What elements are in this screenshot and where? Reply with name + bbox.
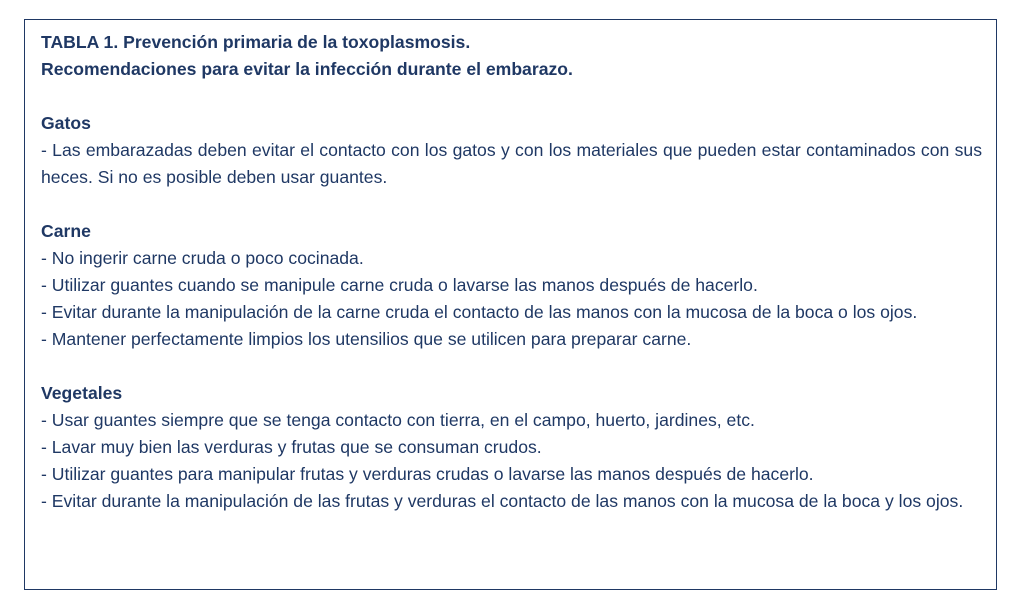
table-subtitle: Recomendaciones para evitar la infección durante el embarazo. (41, 59, 573, 79)
list-item: - Usar guantes siempre que se tenga contacto con tierra, en el campo, huerto, jardines, etc. (41, 410, 755, 430)
section-vegetales (41, 380, 982, 515)
section-carne (41, 218, 982, 353)
list-item: - No ingerir carne cruda o poco cocinada. (41, 248, 364, 268)
section-gatos (41, 110, 982, 191)
list-item: - Las embarazadas deben evitar el contacto con los gatos y con los materiales que pueden estar contaminados con sus heces. Si no es posible deben usar guantes. (41, 140, 982, 187)
toxoplasmosis-table (24, 19, 997, 590)
section-heading-carne: Carne (41, 221, 91, 241)
section-heading-gatos: Gatos (41, 113, 91, 133)
list-item: - Evitar durante la manipulación de la carne cruda el contacto de las manos con la mucosa de la boca o los ojos. (41, 302, 918, 322)
table-title: TABLA 1. Prevención primaria de la toxoplasmosis. (41, 32, 471, 52)
list-item: - Evitar durante la manipulación de las frutas y verduras el contacto de las manos con la mucosa de la boca y los ojos. (41, 491, 964, 511)
section-heading-vegetales: Vegetales (41, 383, 123, 403)
list-item: - Mantener perfectamente limpios los utensilios que se utilicen para preparar carne. (41, 329, 692, 349)
list-item: - Lavar muy bien las verduras y frutas que se consuman crudos. (41, 437, 542, 457)
list-item: - Utilizar guantes para manipular frutas y verduras crudas o lavarse las manos después de hacerlo. (41, 464, 814, 484)
list-item: - Utilizar guantes cuando se manipule carne cruda o lavarse las manos después de hacerlo. (41, 275, 758, 295)
